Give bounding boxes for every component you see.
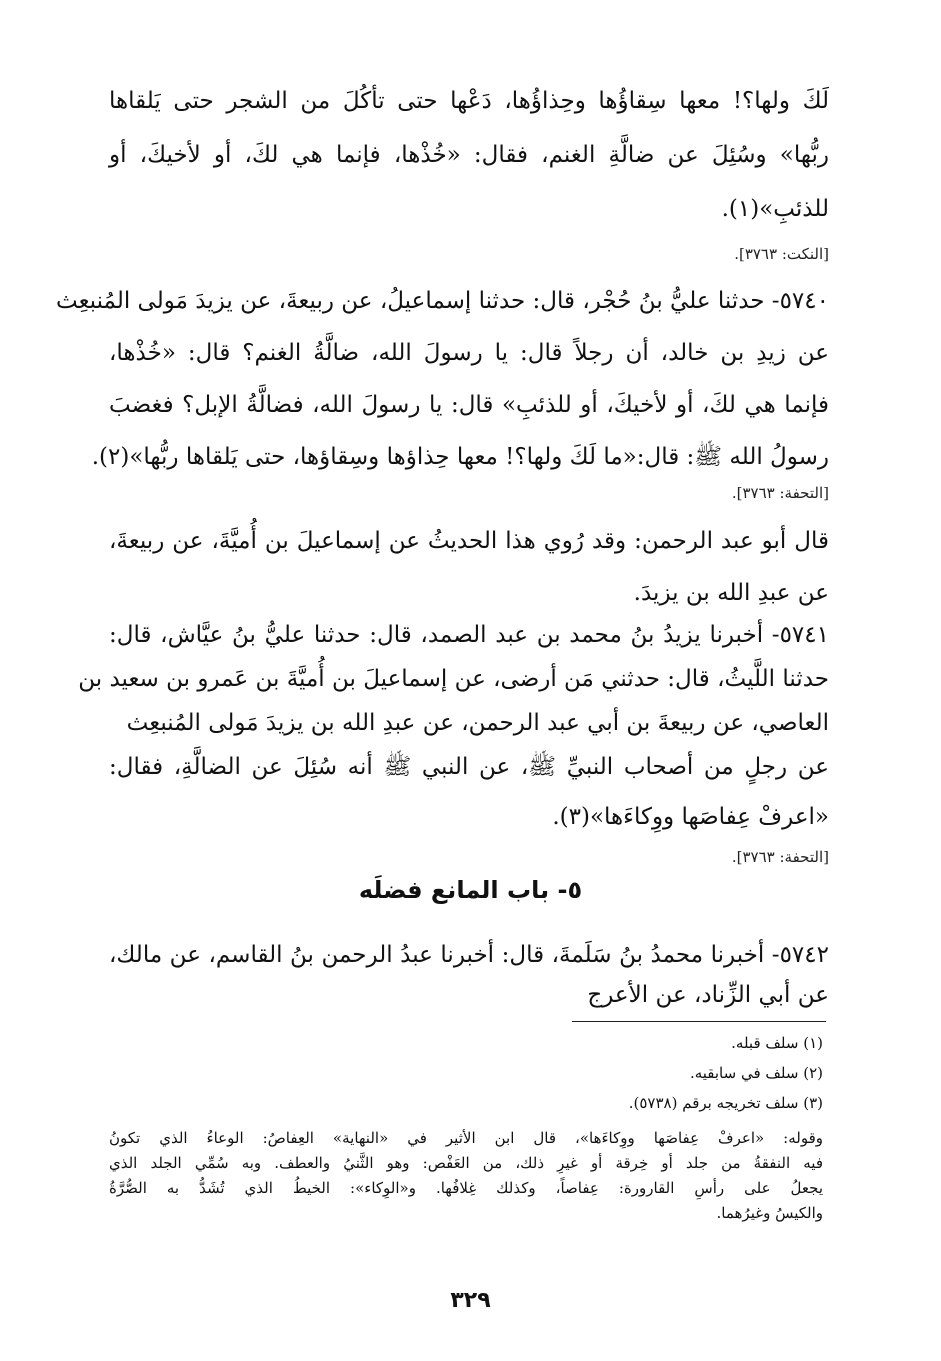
footnote-commentary-line: والكيسُ وغيرُهما. (716, 1204, 823, 1222)
chapter-heading: ٥- باب المانع فضلَه (358, 876, 583, 904)
reference-citation: [النكت: ٣٧٦٣]. (734, 245, 829, 263)
footnote-commentary-line: يجعلُ على رأسِ القارورة: عِفاصاً، وكذلك غِلافُها. و«الوِكاء»: الخيطُ الذي تُشَدُّ به الصُّرَّةُ (109, 1179, 823, 1197)
reference-citation: [التحفة: ٣٧٦٣]. (731, 848, 829, 866)
comment-line: عن عبدِ الله بن يزيدَ. (633, 580, 829, 606)
hadith-5741-line: عن رجلٍ من أصحاب النبيِّ ﷺ، عن النبي ﷺ أنه سُئِلَ عن الضالَّةِ، فقال: (109, 754, 829, 780)
hadith-5742-line: عن أبي الزِّناد، عن الأعرج (587, 982, 829, 1008)
hadith-5741-line: «اعرفْ عِفاصَها ووِكاءَها»(٣). (552, 804, 829, 830)
hadith-5740-line: عن زيدِ بن خالد، أن رجلاً قال: يا رسولَ الله، ضالَّةُ الغنم؟ قال: «خُذْها، (109, 340, 829, 366)
comment-line: قال أبو عبد الرحمن: وقد رُوي هذا الحديثُ عن إسماعيلَ بن أُميَّةَ، عن ربيعةَ، (109, 528, 829, 554)
hadith-5740-line: رسولُ الله ﷺ: قال:«ما لَكَ ولها؟! معها حِذاؤها وسِقاؤها، حتى يَلقاها ربُّها»(٢). (91, 444, 829, 470)
reference-citation: [التحفة: ٣٧٦٣]. (731, 484, 829, 502)
text-line: لَكَ ولها؟! معها سِقاؤُها وحِذاؤُها، دَعْها حتى تأكُلَ من الشجر حتى يَلقاها (109, 88, 829, 114)
footnote-item: (١) سلف قبله. (731, 1034, 823, 1052)
hadith-5742-line: ٥٧٤٢- أخبرنا محمدُ بنُ سَلَمةَ، قال: أخبرنا عبدُ الرحمن بنُ القاسم، عن مالك، (109, 942, 829, 968)
footnote-divider (572, 1021, 826, 1022)
hadith-5740-line: ٥٧٤٠- حدثنا عليُّ بنُ حُجْر، قال: حدثنا إسماعيلُ، عن ربيعةَ، عن يزيدَ مَولى المُنبعِث (55, 288, 829, 314)
text-line: ربُّها» وسُئِلَ عن ضالَّةِ الغنم، فقال: «خُذْها، فإنما هي لكَ، أو لأخيكَ، أو (109, 142, 829, 168)
footnote-commentary-line: فيه النفقةُ من جلد أو خِرقة أو غيرِ ذلك، من العَفْص: وهو الثَّنيُ والعطف. وبه سُمِّي الجلد الذي (109, 1154, 823, 1172)
text-line: للذئبِ»(١). (721, 196, 829, 222)
footnote-item: (٣) سلف تخريجه برقم (٥٧٣٨). (628, 1094, 823, 1112)
hadith-5741-line: حدثنا اللَّيثُ، قال: حدثني مَن أرضى، عن إسماعيلَ بن أُميَّةَ بن عَمرو بن سعيد بن (78, 666, 829, 692)
hadith-5741-line: ٥٧٤١- أخبرنا يزيدُ بنُ محمد بن عبد الصمد، قال: حدثنا عليُّ بنُ عيَّاش، قال: (109, 622, 829, 648)
footnote-commentary-line: وقوله: «اعرفْ عِفاصَها ووِكاءَها»، قال ابن الأثير في «النهاية» العِفاصُ: الوعاءُ الذي تكونُ (109, 1129, 823, 1147)
hadith-5740-line: فإنما هي لكَ، أو لأخيكَ، أو للذئبِ» قال: يا رسولَ الله، فضالَّةُ الإبل؟ فغضبَ (109, 392, 829, 418)
footnote-item: (٢) سلف في سابقيه. (689, 1064, 823, 1082)
page-number: ٣٢٩ (450, 1288, 491, 1313)
hadith-5741-line: العاصي، عن ربيعةَ بن أبي عبد الرحمن، عن عبدِ الله بن يزيدَ مَولى المُنبعِث (126, 710, 829, 736)
